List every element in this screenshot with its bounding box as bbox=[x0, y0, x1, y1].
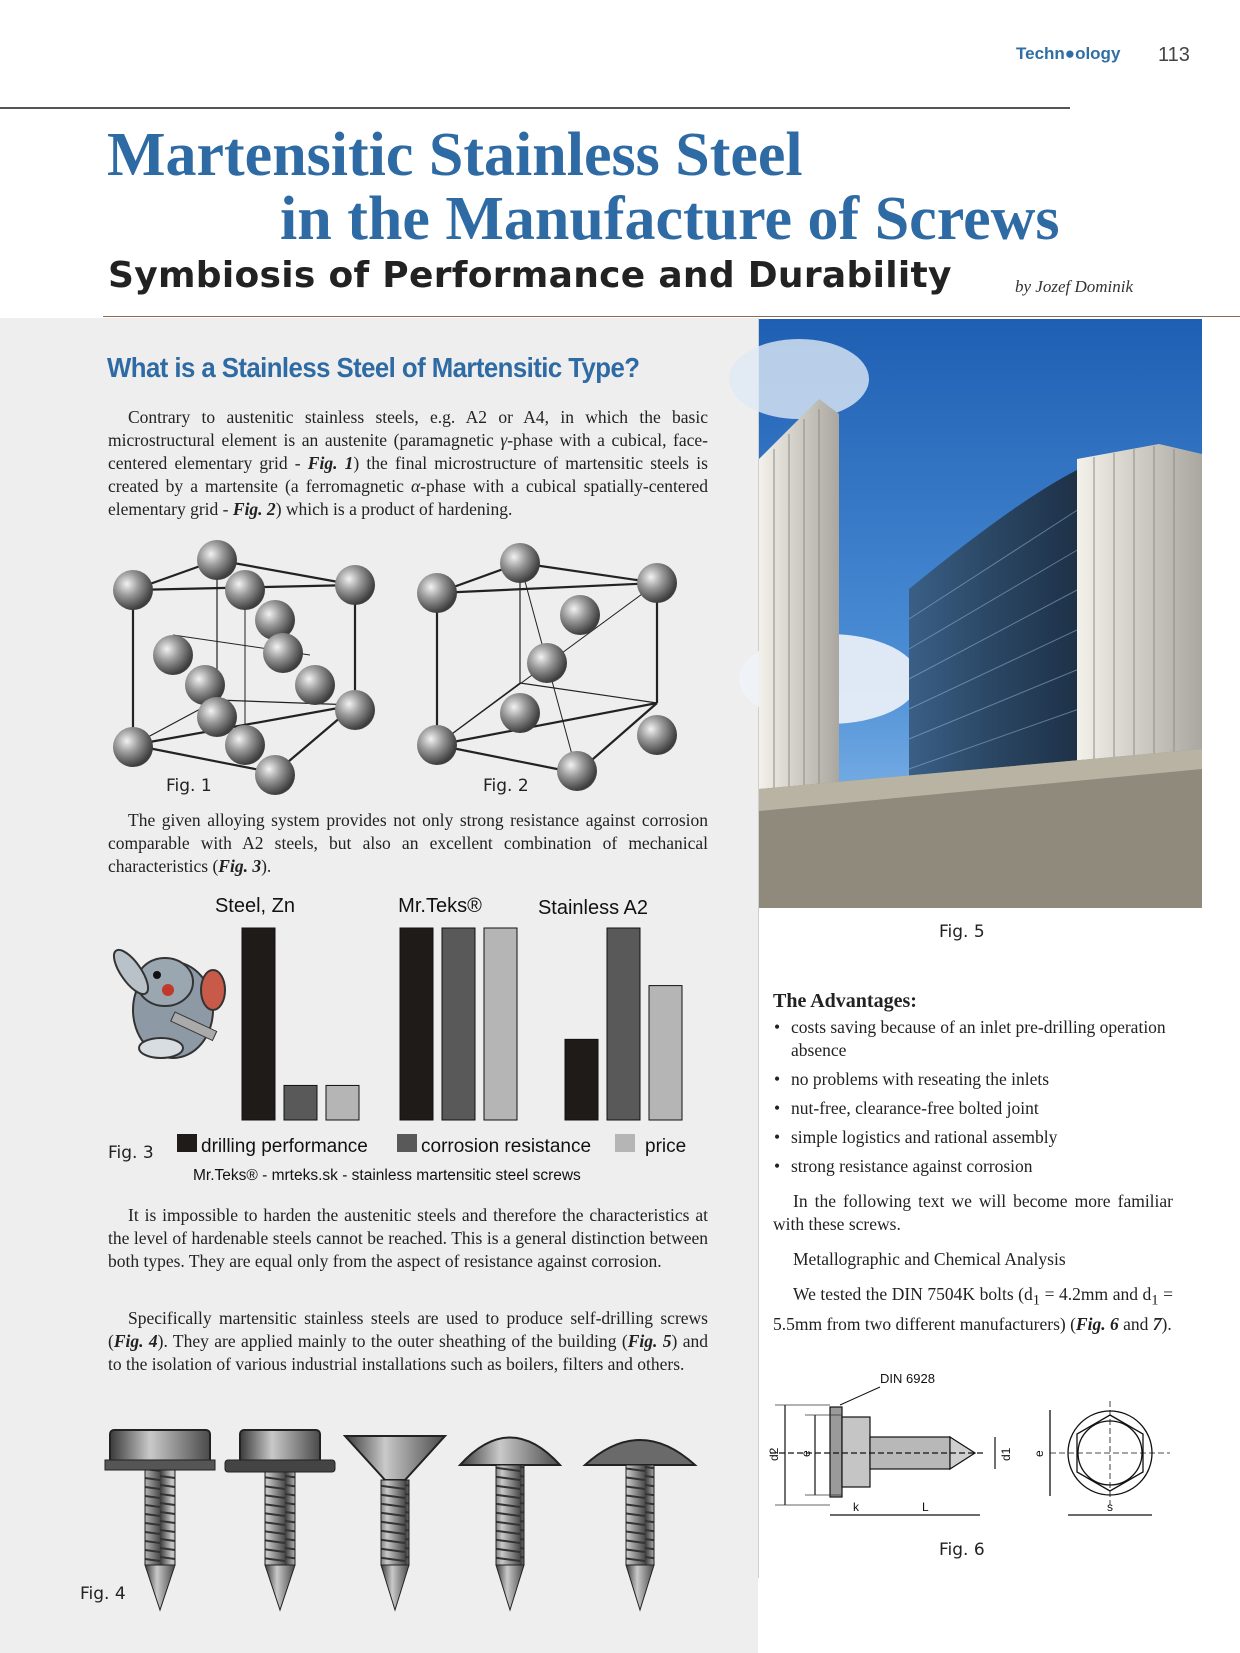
bar-0-2 bbox=[326, 1085, 359, 1120]
subheading-analysis bbox=[773, 1248, 1173, 1271]
list-item: • costs saving because of an inlet pre-drilling operation absence bbox=[773, 1016, 1173, 1062]
bar-0-1 bbox=[284, 1085, 317, 1120]
building-photo bbox=[759, 319, 1202, 908]
bar-1-1 bbox=[442, 928, 475, 1120]
text-run: ). bbox=[261, 856, 272, 876]
category-label: Steel, Zn bbox=[214, 895, 296, 917]
legend-swatch bbox=[177, 1134, 197, 1152]
bar-1-0 bbox=[400, 928, 433, 1120]
bcc-atoms bbox=[417, 543, 677, 791]
screw-hex-washer-icon bbox=[225, 1430, 335, 1610]
dim-label: L bbox=[922, 1500, 929, 1514]
dim-label: e bbox=[1032, 1450, 1046, 1457]
fig3-label: Fig. 3 bbox=[108, 1143, 154, 1163]
article-title-line1: Martensitic Stainless Steel bbox=[107, 121, 803, 189]
paragraph-alloying bbox=[108, 809, 708, 878]
text-run: Contrary to austenitic stainless steels, e.g. A2 or A4, in which the basic microstructural element is an austenite (paramagnetic bbox=[108, 407, 708, 450]
screw-wafer-head-icon bbox=[585, 1440, 695, 1610]
text-run: -phase with a cubical spatially-centered elementary grid - bbox=[108, 476, 708, 519]
screw-countersunk-icon bbox=[345, 1436, 445, 1610]
chart-legend bbox=[177, 1134, 686, 1157]
text-run: ) which is a product of hardening. bbox=[275, 499, 513, 519]
byline: by Jozef Dominik bbox=[1015, 277, 1134, 296]
legend-swatch bbox=[615, 1134, 635, 1152]
city-hall-image bbox=[759, 319, 1202, 908]
din-6928-drawing bbox=[767, 1365, 1170, 1525]
list-item: • simple logistics and rational assembly bbox=[773, 1126, 1173, 1149]
paragraph-hardening bbox=[108, 1204, 708, 1273]
list-item: • strong resistance against corrosion bbox=[773, 1155, 1173, 1178]
dim-label: e bbox=[799, 1450, 813, 1457]
fcc-atoms bbox=[113, 540, 375, 795]
paragraph-intro-screws bbox=[773, 1190, 1173, 1236]
fig1-label: Fig. 1 bbox=[166, 776, 212, 796]
screw-pan-head-icon bbox=[460, 1438, 560, 1611]
bar-0-0 bbox=[242, 928, 275, 1120]
subscript: 1 bbox=[1151, 1292, 1159, 1309]
fig4-label: Fig. 4 bbox=[80, 1584, 126, 1604]
dim-label: k bbox=[853, 1500, 859, 1514]
bar-2-1 bbox=[607, 928, 640, 1120]
drawing-standard: DIN 6928 bbox=[880, 1371, 935, 1386]
text-run: It is impossible to harden the austenitic steels and therefore the characteristics at the level of hardenable steels cannot be reached. This is a general distinction between both types. They are equal only from the aspect of resistance against corrosion. bbox=[108, 1205, 708, 1271]
advantages-list bbox=[773, 1016, 1173, 1184]
article-subtitle: Symbiosis of Performance and Durability bbox=[108, 255, 952, 296]
text-run: Metallographic and Chemical Analysis bbox=[793, 1249, 1066, 1269]
bar-2-0 bbox=[565, 1039, 598, 1120]
fig5-label: Fig. 5 bbox=[939, 922, 985, 942]
screw-types-figure bbox=[100, 1420, 720, 1620]
page-number: 113 bbox=[1158, 44, 1190, 66]
fig-ref: Fig. 5 bbox=[627, 1331, 672, 1351]
subscript: 1 bbox=[1032, 1292, 1041, 1309]
text-run: ) the final microstructure of martensitic steels is created by a martensite (a ferromagnetic bbox=[108, 453, 708, 496]
text-run: ). bbox=[1161, 1313, 1172, 1334]
fig-ref: 7 bbox=[1152, 1313, 1162, 1334]
bars-layer bbox=[242, 928, 682, 1120]
paragraph-intro bbox=[108, 406, 708, 521]
bar-1-2 bbox=[484, 928, 517, 1120]
fig2-label: Fig. 2 bbox=[483, 776, 529, 796]
text-run: Specifically martensitic stainless steels are used to produce self-drilling screws ( bbox=[108, 1308, 708, 1351]
advantages-title: The Advantages: bbox=[773, 990, 917, 1012]
chart-caption: Mr.Teks® - mrteks.sk - stainless martensitic steel screws bbox=[193, 1167, 581, 1184]
dim-label: d2 bbox=[767, 1447, 781, 1461]
bar-2-2 bbox=[649, 986, 682, 1120]
legend-label: price bbox=[645, 1136, 687, 1157]
fig6-label: Fig. 6 bbox=[939, 1540, 985, 1560]
list-item: • nut-free, clearance-free bolted joint bbox=[773, 1097, 1173, 1120]
header-rule bbox=[0, 107, 1070, 109]
legend-swatch bbox=[397, 1134, 417, 1152]
category-label: Stainless A2 bbox=[537, 897, 649, 919]
section-heading: What is a Stainless Steel of Martensitic Type? bbox=[107, 352, 640, 383]
legend-label: drilling performance bbox=[201, 1136, 368, 1157]
text-run: and bbox=[1118, 1313, 1153, 1334]
text-run: = 4.2mm and d bbox=[1040, 1284, 1152, 1304]
text-run: ). They are applied mainly to the outer sheathing of the building ( bbox=[157, 1331, 628, 1351]
screw-hex-flange-icon bbox=[105, 1430, 215, 1610]
fig-ref: Fig. 6 bbox=[1075, 1313, 1119, 1334]
fig-ref: Fig. 4 bbox=[113, 1331, 158, 1351]
comparison-bar-chart bbox=[105, 890, 715, 1190]
dim-label: s bbox=[1107, 1500, 1113, 1514]
list-item: • no problems with reseating the inlets bbox=[773, 1068, 1173, 1091]
mascot-icon bbox=[108, 945, 225, 1058]
category-label: Mr.Teks® bbox=[398, 895, 482, 917]
text-run: In the following text we will become more familiar with these screws. bbox=[773, 1191, 1173, 1234]
title-rule bbox=[103, 316, 1240, 317]
text-run: = 5.5mm from two different manufacturers) ( bbox=[773, 1284, 1173, 1334]
text-run: -phase with a cubical, face-centered elementary grid - bbox=[108, 430, 708, 473]
fig-ref: Fig. 2 bbox=[232, 499, 276, 519]
fig-ref: Fig. 3 bbox=[218, 856, 262, 876]
crystal-lattice-figures bbox=[105, 535, 725, 795]
text-run: ) and to the isolation of various industrial installations such as boilers, filters and others. bbox=[108, 1331, 708, 1374]
paragraph-test bbox=[773, 1283, 1173, 1336]
paragraph-applications bbox=[108, 1307, 708, 1376]
alpha-symbol: α bbox=[410, 476, 421, 496]
dim-label: d1 bbox=[999, 1447, 1013, 1461]
hex-end-view-icon bbox=[1050, 1401, 1170, 1515]
text-run: The given alloying system provides not only strong resistance against corrosion comparable with A2 steels, but also an excellent combination of mechanical characteristics ( bbox=[108, 810, 708, 876]
gamma-symbol: γ bbox=[500, 430, 508, 450]
text-run: We tested the DIN 7504K bolts (d bbox=[793, 1284, 1033, 1304]
legend-label: corrosion resistance bbox=[421, 1136, 592, 1157]
section-tag: Techn●ology bbox=[1016, 44, 1121, 63]
article-title-line2: in the Manufacture of Screws bbox=[280, 185, 1060, 253]
fig-ref: Fig. 1 bbox=[307, 453, 354, 473]
